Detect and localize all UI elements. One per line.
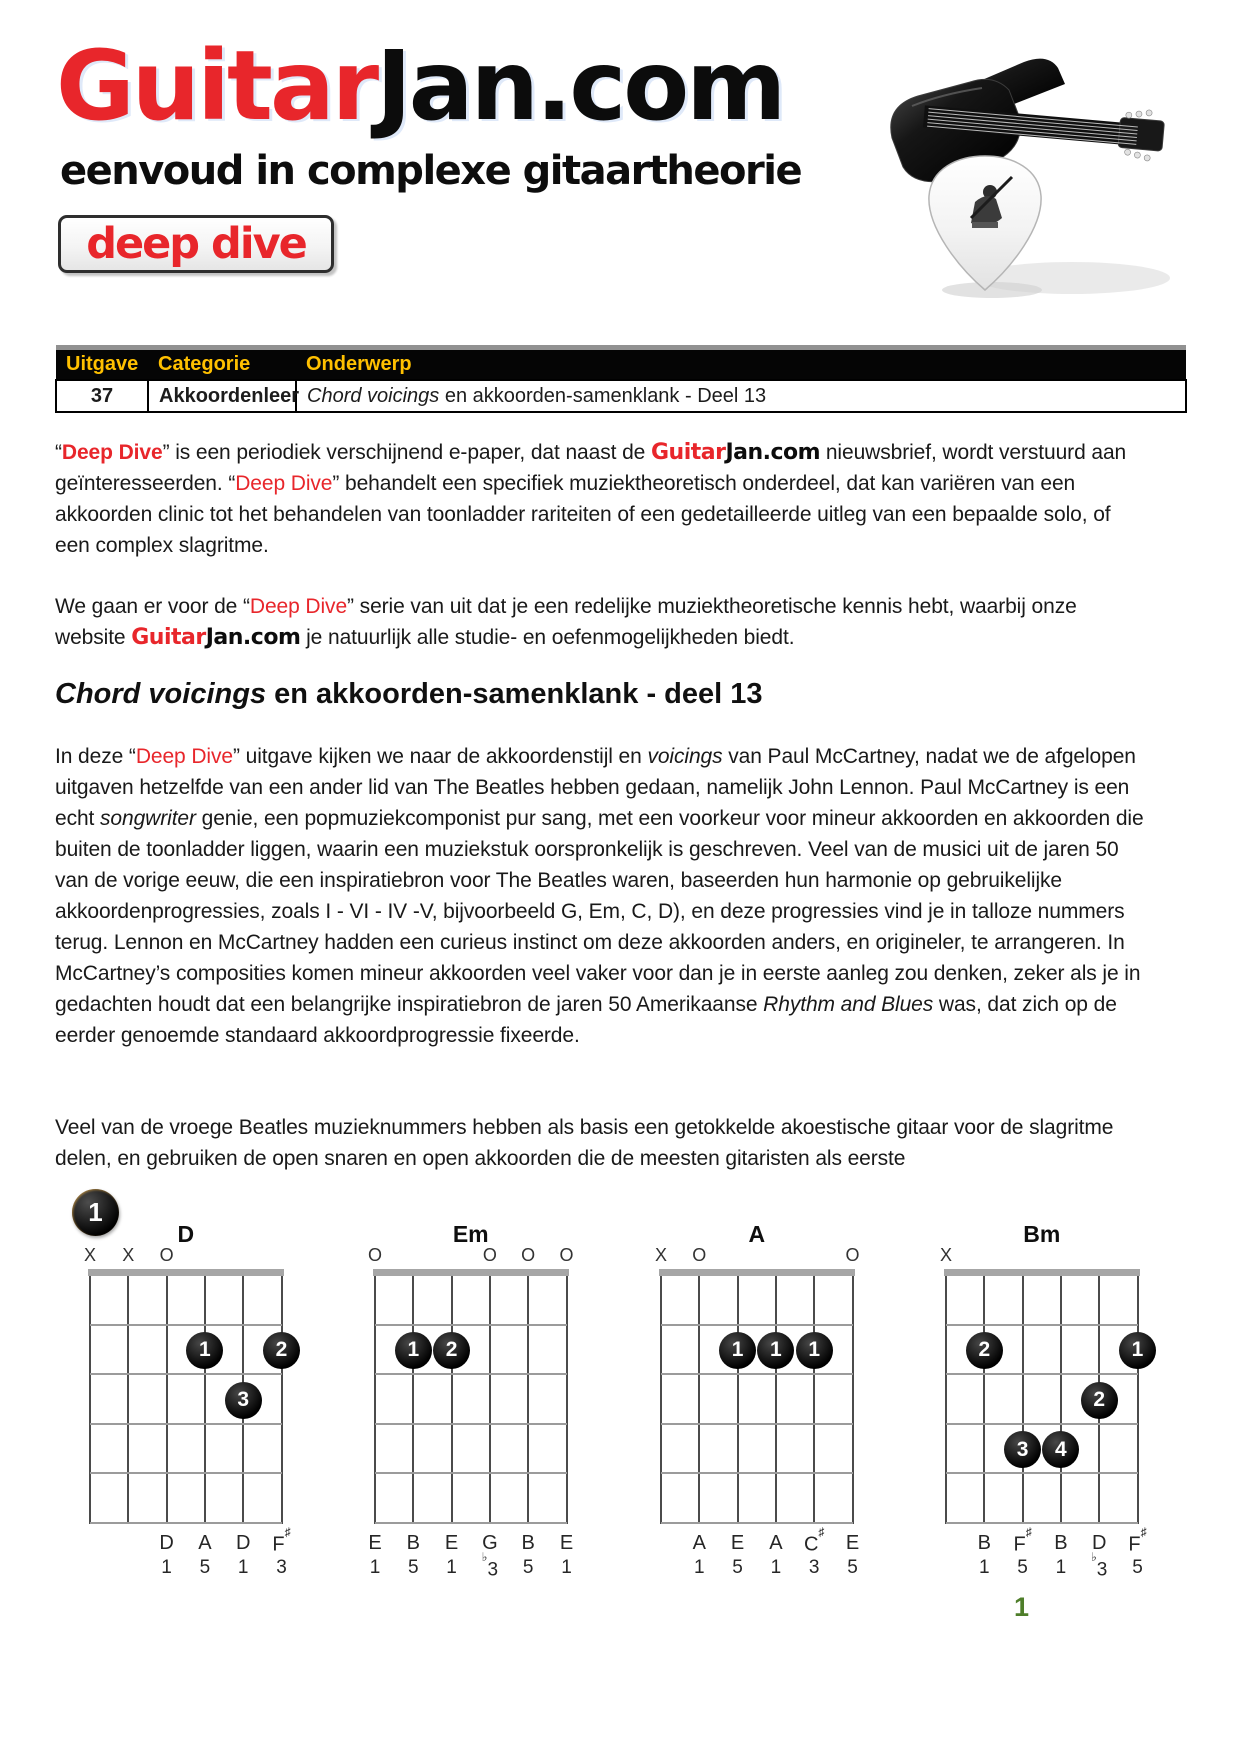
- finger-dot: 1: [1119, 1332, 1156, 1369]
- chord-diagram-a: [606, 1205, 906, 1600]
- string-line: [166, 1276, 168, 1524]
- chord-diagram-d: [35, 1205, 335, 1600]
- finger-dot: 1: [757, 1332, 794, 1369]
- finger-dot: 4: [1042, 1431, 1079, 1468]
- interval-label: 1: [770, 1557, 782, 1578]
- interval-label: 5: [732, 1557, 743, 1578]
- string-line: [983, 1276, 985, 1524]
- site-tagline: eenvoud in complexe gitaartheorie: [60, 148, 802, 194]
- string-line: [737, 1276, 739, 1524]
- text-run: ” serie van uit dat je een redelijke muziektheoretische kennis hebt, waarbij onze website: [55, 595, 1077, 649]
- interval-label: 1: [446, 1557, 457, 1578]
- finger-dot: 1: [796, 1332, 833, 1369]
- fret-line: [946, 1423, 1138, 1425]
- note-label: C♯: [803, 1525, 825, 1556]
- finger-dot: 2: [1081, 1382, 1118, 1419]
- deep-dive-badge-label: deep dive: [86, 219, 306, 269]
- interval-label: 1: [161, 1557, 172, 1578]
- note-label: E: [444, 1532, 459, 1554]
- text-run: Jan.com: [725, 440, 821, 465]
- note-label: E: [730, 1532, 745, 1554]
- string-line: [204, 1276, 206, 1524]
- heading-rest: en akkoorden-samenklank - deel 13: [266, 678, 763, 710]
- string-marker-open: O: [159, 1245, 174, 1265]
- string-line: [945, 1276, 947, 1524]
- string-line: [412, 1276, 414, 1524]
- interval-label: 5: [1132, 1557, 1143, 1578]
- note-label: F♯: [272, 1525, 291, 1556]
- note-label: E: [559, 1532, 574, 1554]
- text-run: ” uitgave kijken we naar de akkoordenstijl en: [232, 745, 648, 768]
- interval-label: 5: [408, 1557, 419, 1578]
- chord-name: Em: [452, 1221, 489, 1247]
- fret-line: [375, 1472, 567, 1474]
- interval-label: 3: [276, 1557, 287, 1578]
- interval-label: 5: [1017, 1557, 1028, 1578]
- interval-label: 5: [847, 1557, 858, 1578]
- string-marker-muted: X: [122, 1245, 135, 1265]
- note-label: F♯: [1128, 1525, 1147, 1556]
- fret-line: [946, 1522, 1138, 1524]
- string-line: [775, 1276, 777, 1524]
- text-run: genie, een popmuziekcomponist pur sang, met een voorkeur voor mineur akkoorden en akkoorden die buiten de toonladder liggen, waarin een muziekstuk oorspronkelijk is geschreven. Veel van de musici uit de jaren 50 van de vorige eeuw, die een inspiratiebron voor The Beatles waren, baseerden hun harmonie op gebruikelijke akkoordenprogressies, zoals I - VI - IV -V, bijvoorbeeld G, Em, C, D), en deze progressies vind je in talloze nummers terug. Lennon en McCartney hadden een curieus instinct om deze akkoorden anders, en origineler, te arrangeren. In McCartney’s composities komen mineur akkoorden veel vaker voor dan je in eerste aanleg zou denken, zeker als je in gedachten houdt dat een belangrijke inspiratiebron de jaren 50 Amerikaanse: [55, 807, 1144, 1016]
- string-line: [1060, 1276, 1062, 1524]
- string-line: [527, 1276, 529, 1524]
- fret-line: [90, 1373, 282, 1375]
- nut-bar: [944, 1269, 1140, 1276]
- string-line: [660, 1276, 662, 1524]
- intro-paragraph: [55, 437, 1147, 561]
- string-line: [89, 1276, 91, 1524]
- site-logo: [56, 30, 784, 142]
- fret-line: [90, 1522, 282, 1524]
- text-run: je natuurlijk alle studie- en oefenmogelijkheden biedt.: [300, 626, 795, 649]
- string-line: [1137, 1276, 1139, 1524]
- fret-line: [375, 1423, 567, 1425]
- note-label: B: [521, 1532, 535, 1554]
- fret-line: [90, 1423, 282, 1425]
- finger-dot: 2: [263, 1332, 300, 1369]
- chord-name: Bm: [1023, 1221, 1061, 1247]
- text-run: Rhythm and Blues: [763, 993, 934, 1016]
- page-number: 1: [1014, 1592, 1030, 1622]
- note-label: A: [692, 1532, 706, 1554]
- interval-label: 5: [199, 1557, 211, 1578]
- fret-line: [375, 1373, 567, 1375]
- text-run: Veel van de vroege Beatles muzieknummers hebben als basis een getokkelde akoestische gitaar voor de slagritme delen, en gebruiken de open snaren en open akkoorden die de meesten gitaristen als eerste: [55, 1116, 1114, 1170]
- text-run: We gaan er voor de “: [55, 595, 250, 618]
- string-marker-muted: X: [939, 1245, 952, 1265]
- string-marker-muted: X: [83, 1245, 96, 1265]
- text-run: Deep Dive: [235, 472, 333, 495]
- interval-label: 1: [237, 1557, 249, 1578]
- article-heading: [55, 678, 763, 711]
- figure-number-badge: 1: [72, 1189, 119, 1236]
- text-run: Guitar: [131, 625, 206, 650]
- chord-diagram-em: [320, 1205, 620, 1600]
- fret-line: [946, 1472, 1138, 1474]
- interval-label: 1: [561, 1557, 572, 1578]
- fret-line: [946, 1324, 1138, 1326]
- finger-dot: 1: [719, 1332, 756, 1369]
- string-marker-open: O: [482, 1245, 497, 1265]
- interval-label: 1: [369, 1557, 381, 1578]
- note-label: A: [198, 1532, 212, 1554]
- note-label: D: [1091, 1532, 1107, 1554]
- note-label: D: [159, 1532, 174, 1554]
- interval-label: ♭3: [481, 1550, 499, 1581]
- chord-diagram-bm: [891, 1205, 1191, 1600]
- fret-line: [375, 1324, 567, 1326]
- string-marker-open: O: [559, 1245, 574, 1265]
- text-run: Deep Dive: [61, 441, 163, 464]
- string-line: [852, 1276, 854, 1524]
- fret-line: [375, 1522, 567, 1524]
- issue-table-row: [56, 380, 1186, 412]
- cell-onderwerp: [296, 380, 1186, 412]
- note-label: B: [1054, 1532, 1068, 1554]
- string-line: [489, 1276, 491, 1524]
- finger-dot: 1: [395, 1332, 432, 1369]
- nut-bar: [659, 1269, 855, 1276]
- fret-line: [90, 1472, 282, 1474]
- string-marker-muted: X: [654, 1245, 667, 1265]
- fret-line: [90, 1324, 282, 1326]
- string-marker-open: O: [521, 1245, 536, 1265]
- note-label: B: [977, 1532, 991, 1554]
- text-run: Deep Dive: [135, 745, 233, 768]
- text-run: ” behandelt een specifiek muziektheoretisch onderdeel, dat kan variëren van een akkoorden clinic tot het behandelen van toonladder rariteiten of een gedetailleerde uitleg van een bepaalde solo, of een complex slagritme.: [55, 472, 1111, 557]
- note-label: E: [845, 1532, 860, 1554]
- note-label: D: [235, 1532, 251, 1554]
- note-label: B: [406, 1532, 420, 1554]
- logo-jan-text: Jan.com: [376, 30, 784, 142]
- chord-name: D: [177, 1221, 195, 1247]
- interval-label: 1: [1055, 1557, 1067, 1578]
- fret-line: [661, 1373, 853, 1375]
- text-run: van Paul McCartney, nadat we de afgelopen uitgaven hetzelfde van een ander lid van The Beatles hebben gedaan, namelijk John Lennon. Paul McCartney is een echt: [55, 745, 1136, 830]
- interval-label: 1: [979, 1557, 990, 1578]
- note-label: F♯: [1013, 1525, 1032, 1556]
- finger-dot: 3: [225, 1382, 262, 1419]
- text-run: Deep Dive: [249, 595, 348, 618]
- column-header-uitgave: Uitgave: [56, 348, 148, 381]
- finger-dot: 2: [966, 1332, 1003, 1369]
- text-run: In deze “: [55, 745, 136, 768]
- nut-bar: [373, 1269, 569, 1276]
- fret-line: [946, 1373, 1138, 1375]
- text-run: Jan.com: [205, 625, 301, 650]
- interval-label: 1: [694, 1557, 705, 1578]
- note-label: G: [482, 1532, 498, 1554]
- deep-dive-badge: [58, 215, 334, 273]
- main-paragraph: [55, 741, 1147, 1051]
- text-run: ” is een periodiek verschijnend e-paper, dat naast de: [162, 441, 651, 464]
- string-line: [451, 1276, 453, 1524]
- text-run: nieuwsbrief, wordt verstuurd aan geïnteresseerden. “: [55, 441, 1127, 495]
- interval-label: 3: [808, 1557, 820, 1578]
- interval-label: ♭3: [1091, 1550, 1108, 1581]
- fret-line: [661, 1472, 853, 1474]
- issue-table: [55, 345, 1187, 413]
- text-run: voicings: [647, 745, 723, 768]
- string-line: [698, 1276, 700, 1524]
- string-line: [374, 1276, 376, 1524]
- guitar-plectrum-image: [872, 46, 1177, 304]
- nut-bar: [88, 1269, 284, 1276]
- string-line: [1022, 1276, 1024, 1524]
- cell-categorie: Akkoordenleer: [148, 380, 296, 412]
- cell-uitgave: 37: [56, 380, 148, 412]
- text-run: was, dat zich op de eerder genoemde standaard akkoordprogressie fixeerde.: [55, 993, 1117, 1047]
- fret-line: [661, 1522, 853, 1524]
- text-run: “: [55, 441, 62, 464]
- issue-table-header-row: [56, 348, 1186, 381]
- column-header-onderwerp: Onderwerp: [296, 348, 1186, 381]
- string-line: [281, 1276, 283, 1524]
- interval-label: 5: [522, 1557, 534, 1578]
- note-label: E: [368, 1532, 382, 1554]
- finger-dot: 3: [1004, 1431, 1041, 1468]
- onderwerp-rest: en akkoorden-samenklank - Deel 13: [439, 384, 767, 407]
- string-line: [566, 1276, 568, 1524]
- heading-italic: Chord voicings: [55, 678, 267, 710]
- onderwerp-italic: Chord voicings: [307, 384, 440, 407]
- text-run: songwriter: [100, 807, 196, 830]
- string-marker-open: O: [367, 1245, 382, 1265]
- fret-line: [661, 1324, 853, 1326]
- string-line: [813, 1276, 815, 1524]
- text-run: Guitar: [650, 440, 726, 465]
- note-label: A: [769, 1532, 783, 1554]
- finger-dot: 1: [186, 1332, 223, 1369]
- beatles-paragraph: [55, 1112, 1147, 1174]
- series-paragraph: [55, 591, 1147, 653]
- string-marker-open: O: [845, 1245, 860, 1265]
- finger-dot: 2: [433, 1332, 470, 1369]
- string-line: [127, 1276, 129, 1524]
- string-marker-open: O: [692, 1245, 707, 1265]
- fret-line: [661, 1423, 853, 1425]
- logo-guitar-text: Guitar: [56, 30, 377, 142]
- chord-name: A: [748, 1221, 766, 1247]
- column-header-categorie: Categorie: [148, 348, 296, 381]
